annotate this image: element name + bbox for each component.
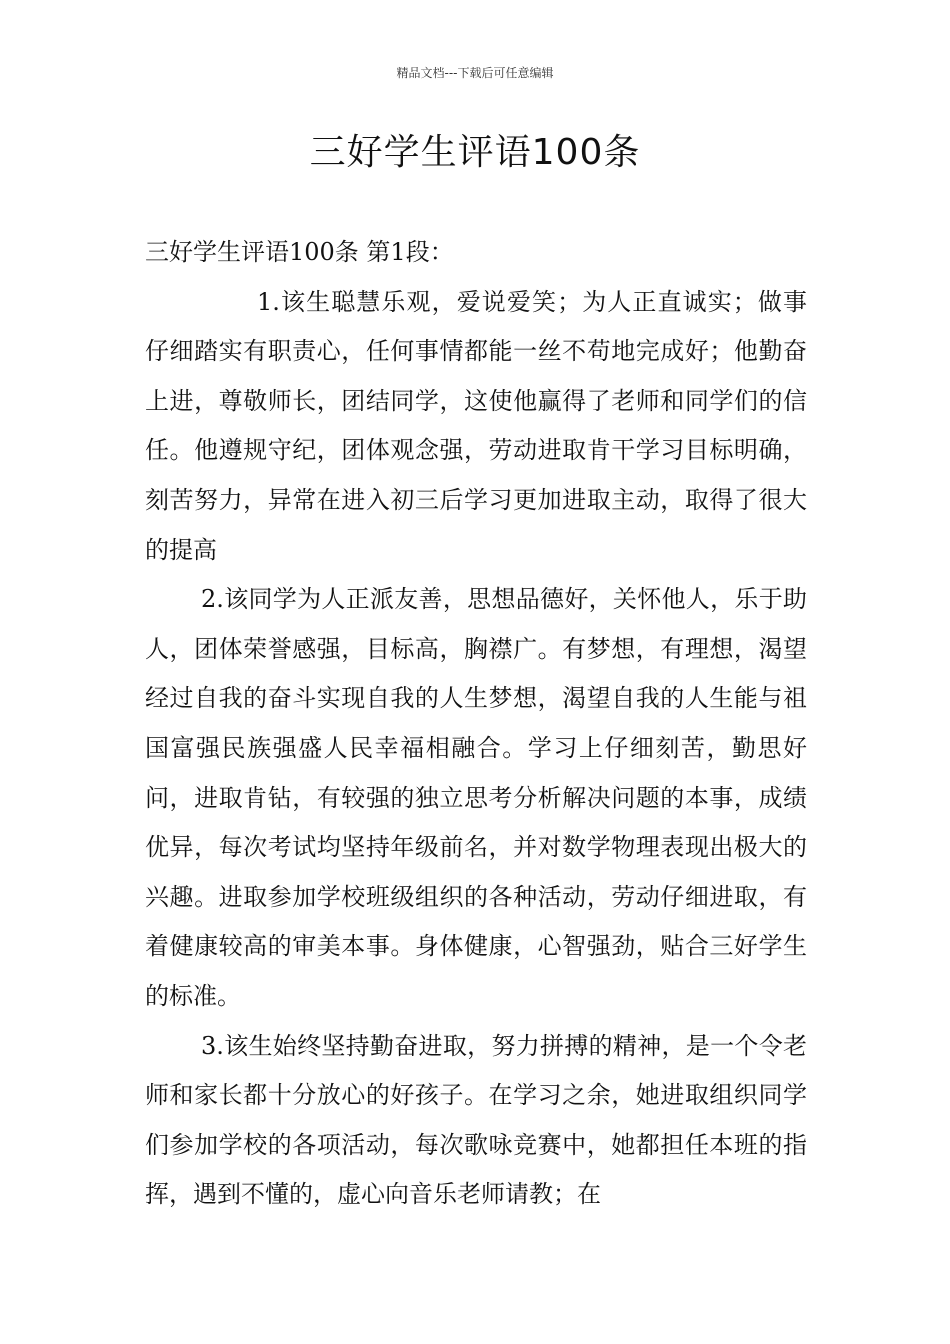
section-label: 三好学生评语100条 第1段： — [145, 238, 454, 266]
paragraph-2: 2.该同学为人正派友善，思想品德好，关怀他人，乐于助人，团体荣誉感强，目标高，胸襟广。有梦想，有理想，渴望经过自我的奋斗实现自我的人生梦想，渴望自我的人生能与祖国富强民族强盛人民幸福相融合。学习上仔细刻苦，勤思好问，进取肯钻，有较强的独立思考分析解决问题的本事，成绩优异，每次考试均坚持年级前名，并对数学物理表现出极大的兴趣。进取参加学校班级组织的各种活动，劳动仔细进取，有着健康较高的审美本事。身体健康，心智强劲，贴合三好学生的标准。 — [145, 585, 807, 1010]
header-note: 精品文档---下载后可任意编辑 — [396, 66, 554, 80]
paragraph-3: 3.该生始终坚持勤奋进取，努力拼搏的精神，是一个令老师和家长都十分放心的好孩子。在学习之余，她进取组织同学们参加学校的各项活动，每次歌咏竞赛中，她都担任本班的指挥，遇到不懂的，虚心向音乐老师请教；在 — [145, 1031, 807, 1209]
paragraph-1: 1.该生聪慧乐观，爱说爱笑；为人正直诚实；做事仔细踏实有职责心，任何事情都能一丝不苟地完成好；他勤奋上进，尊敬师长，团结同学，这使他赢得了老师和同学们的信任。他遵规守纪，团体观念强，劳动进取肯干学习目标明确，刻苦努力，异常在进入初三后学习更加进取主动，取得了很大的提高 — [145, 287, 807, 564]
document-body — [145, 228, 807, 1220]
document-title: 三好学生评语100条 — [309, 132, 641, 173]
